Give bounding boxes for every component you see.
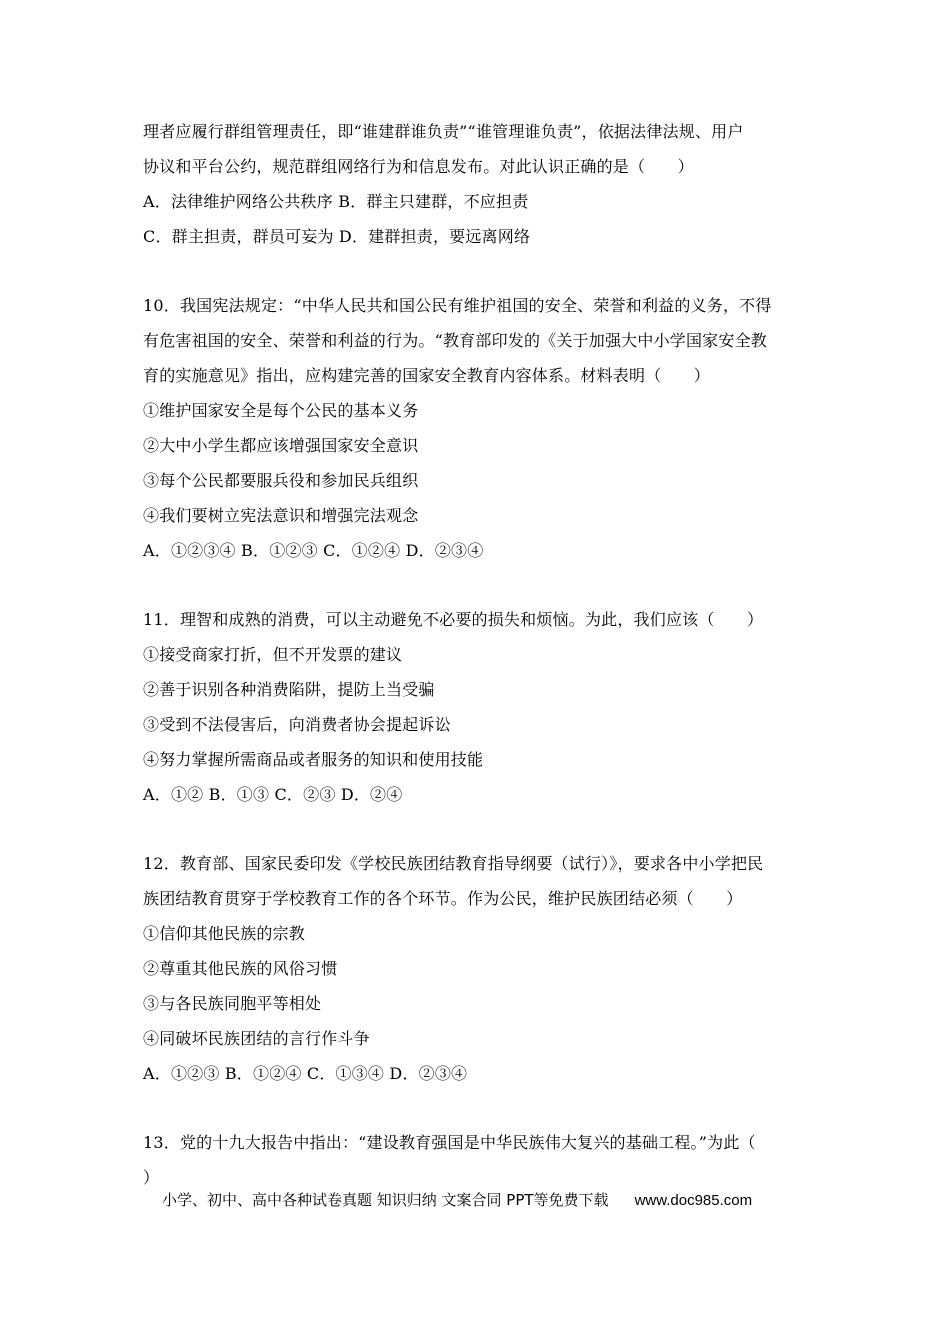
question-text-line: 10．我国宪法规定：“中华人民共和国公民有维护祖国的安全、荣誉和利益的义务，不得 — [143, 296, 772, 315]
question-text-line: 12．教育部、国家民委印发《学校民族团结教育指导纲要（试行）》，要求各中小学把民 — [143, 854, 764, 873]
question-9-continuation — [143, 114, 815, 254]
footer-site-link[interactable]: www.doc985.com — [634, 1192, 753, 1209]
question-text-line: 协议和平台公约，规范群组网络行为和信息发布。对此认识正确的是（ ） — [143, 157, 694, 176]
question-text-line: 理者应履行群组管理责任，即“谁建群谁负责”“谁管理谁负责”，依据法律法规、用户 — [143, 122, 744, 141]
question-text-line: 11．理智和成熟的消费，可以主动避免不必要的损失和烦恼。为此，我们应该（ ） — [143, 610, 764, 629]
answer-options: A．①②③④ B．①②③ C．①②④ D．②③④ — [143, 541, 484, 560]
statement-item: ①接受商家打折，但不开发票的建议 — [143, 645, 403, 664]
footer-text: 小学、初中、高中各种试卷真题 知识归纳 文案合同 PPT等免费下载 — [162, 1191, 609, 1209]
statement-item: ④同破坏民族团结的言行作斗争 — [143, 1029, 370, 1048]
answer-options: A．①② B．①③ C．②③ D．②④ — [143, 785, 403, 804]
statement-item: ③与各民族同胞平等相处 — [143, 994, 322, 1013]
statement-item: ②尊重其他民族的风俗习惯 — [143, 959, 338, 978]
exam-content — [143, 114, 815, 1195]
question-text-line: 13．党的十九大报告中指出：“建设教育强国是中华民族伟大复兴的基础工程。”为此（ — [143, 1133, 756, 1152]
question-11 — [143, 602, 815, 812]
question-text-line: 育的实施意见》指出，应构建完善的国家安全教育内容体系。材料表明（ ） — [143, 366, 711, 385]
question-12 — [143, 846, 815, 1091]
question-13 — [143, 1125, 815, 1195]
question-text-line: ） — [143, 1168, 160, 1187]
statement-item: ④努力掌握所需商品或者服务的知识和使用技能 — [143, 750, 484, 769]
question-10 — [143, 288, 815, 568]
statement-item: ①信仰其他民族的宗教 — [143, 924, 306, 943]
question-text-line: 族团结教育贯穿于学校教育工作的各个环节。作为公民，维护民族团结必须（ ） — [143, 889, 743, 908]
statement-item: ②大中小学生都应该增强国家安全意识 — [143, 436, 419, 455]
question-text-line: 有危害祖国的安全、荣誉和利益的行为。“教育部印发的《关于加强大中小学国家安全教 — [143, 331, 767, 350]
option-line: C．群主担责，群员可妄为 D．建群担责，要远离网络 — [143, 227, 531, 246]
answer-options: A．①②③ B．①②④ C．①③④ D．②③④ — [143, 1064, 468, 1083]
statement-item: ④我们要树立宪法意识和增强完法观念 — [143, 506, 419, 525]
statement-item: ①维护国家安全是每个公民的基本义务 — [143, 401, 419, 420]
statement-item: ③受到不法侵害后，向消费者协会提起诉讼 — [143, 715, 451, 734]
page-footer — [162, 1189, 752, 1210]
statement-item: ③每个公民都要服兵役和参加民兵组织 — [143, 471, 419, 490]
option-line: A．法律维护网络公共秩序 B．群主只建群，不应担责 — [143, 192, 529, 211]
statement-item: ②善于识别各种消费陷阱，提防上当受骗 — [143, 680, 435, 699]
